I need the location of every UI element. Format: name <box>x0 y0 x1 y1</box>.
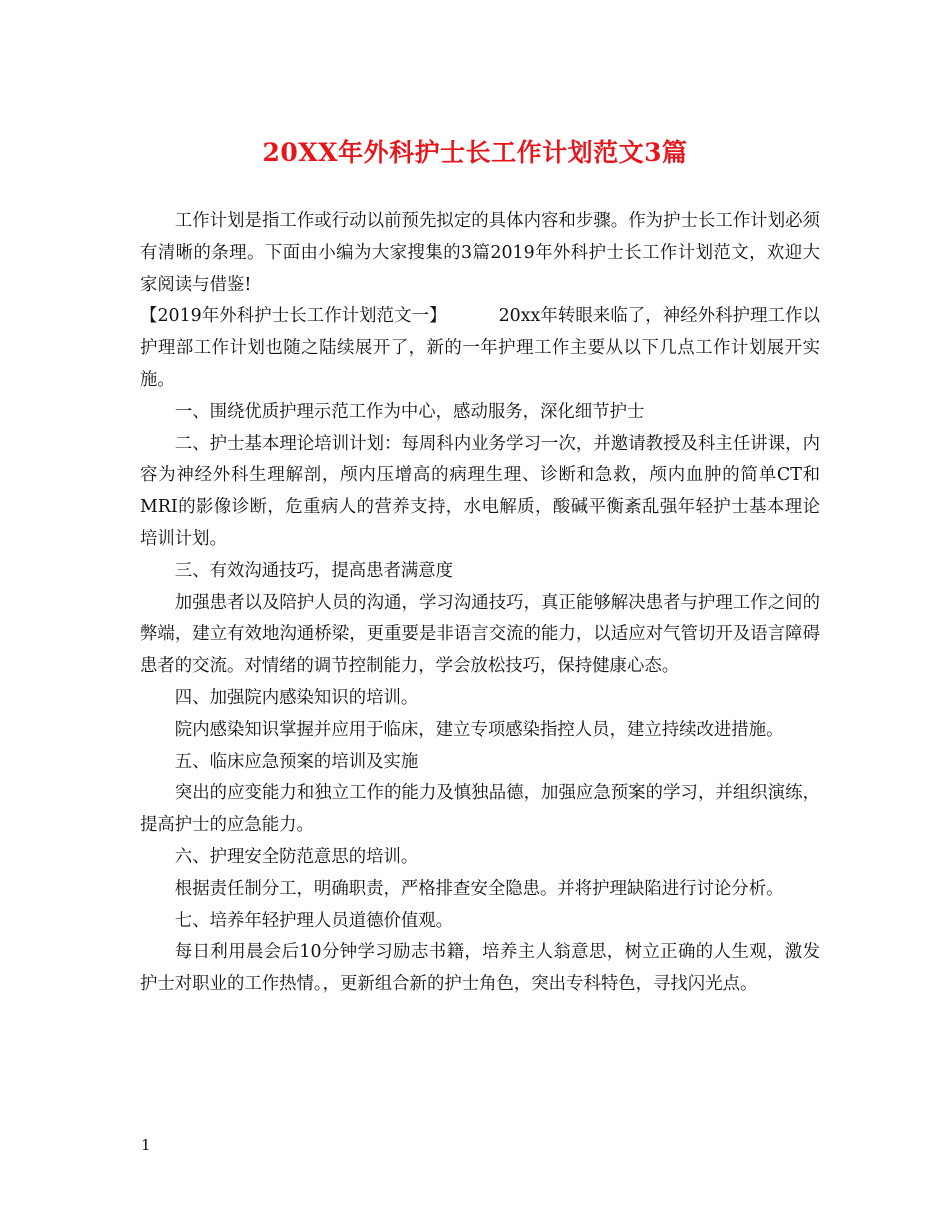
page-number: 1 <box>141 1136 151 1154</box>
plan-item-heading: 三、有效沟通技巧，提高患者满意度 <box>174 560 454 581</box>
plan-item-heading: 七、培养年轻护理人员道德价值观。 <box>174 910 454 931</box>
plan-item-heading: 二、护士基本理论培训计划：每周科内业务学习一次，并邀请教授及科主任讲课，内容为神经外科生理解剖，颅内压增高的病理生理、诊断和急救，颅内血肿的简单CT和MRI的影像诊断，危重病人的营养支持，水电解质，酸碱平衡紊乱强年轻护士基本理论培训计划。 <box>140 433 820 549</box>
plan-item-text: 突出的应变能力和独立工作的能力及慎独品德，加强应急预案的学习，并组织演练，提高护士的应急能力。 <box>140 783 820 836</box>
plan-item-text: 加强患者以及陪护人员的沟通，学习沟通技巧，真正能够解决患者与护理工作之间的弊端，建立有效地沟通桥梁，更重要是非语言交流的能力，以适应对气管切开及语言障碍患者的交流。对情绪的调节控制能力，学会放松技巧，保持健康心态。 <box>140 592 820 677</box>
plan-item-text: 每日利用晨会后10分钟学习励志书籍，培养主人翁意思，树立正确的人生观，激发护士对职业的工作热情。，更新组合新的护士角色，突出专科特色，寻找闪光点。 <box>140 942 820 995</box>
section-lead-text: 20xx年转眼来临了，神经外科护理工作以护理部工作计划也随之陆续展开了，新的一年护理工作主要从以下几点工作计划展开实施。 <box>140 306 820 390</box>
intro-paragraph: 工作计划是指工作或行动以前预先拟定的具体内容和步骤。作为护士长工作计划必须有清晰的条理。下面由小编为大家搜集的3篇2019年外科护士长工作计划范文，欢迎大家阅读与借鉴! <box>140 211 820 295</box>
plan-item-heading: 五、临床应急预案的培训及实施 <box>174 751 419 772</box>
plan-item-text: 根据责任制分工，明确职责，严格排查安全隐患。并将护理缺陷进行讨论分析。 <box>174 878 784 899</box>
plan-item-heading: 六、护理安全防范意思的培训。 <box>174 846 419 867</box>
document-body <box>140 206 820 1001</box>
document-title: 20XX年外科护士长工作计划范文3篇 <box>262 138 688 167</box>
plan-item-heading: 一、围绕优质护理示范工作为中心，感动服务，深化细节护士 <box>174 401 645 422</box>
plan-item-heading: 四、加强院内感染知识的培训。 <box>174 687 419 708</box>
plan-item-text: 院内感染知识掌握并应用于临床，建立专项感染指控人员，建立持续改进措施。 <box>174 719 784 740</box>
section-heading: 【2019年外科护士长工作计划范文一】 <box>140 306 447 327</box>
section-lead-paragraph <box>140 301 820 396</box>
